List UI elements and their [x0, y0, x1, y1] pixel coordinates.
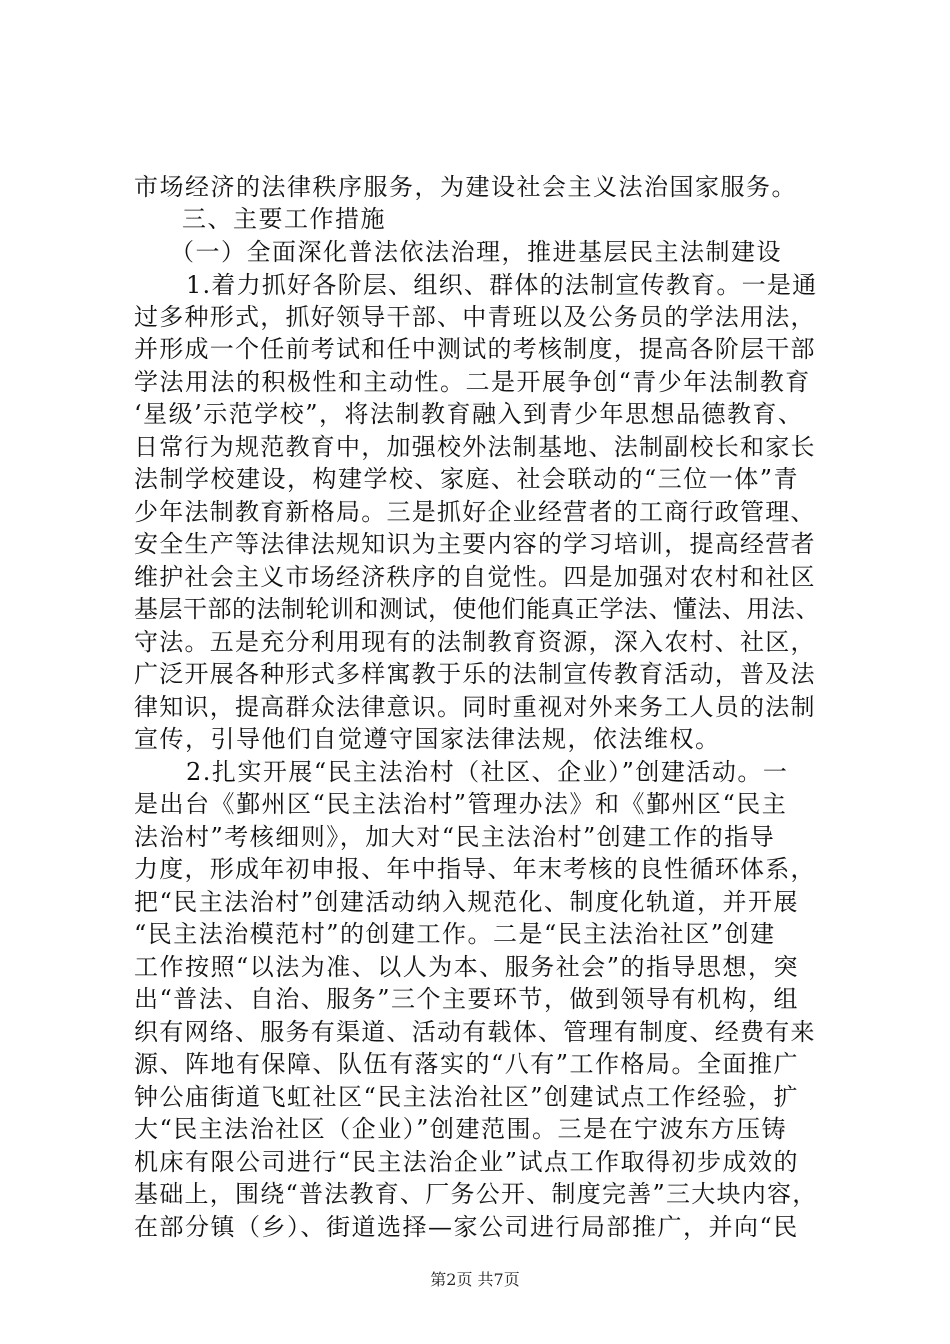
- body-line: 把“民主法治村”创建活动纳入规范化、制度化轨道，并开展: [134, 888, 800, 916]
- body-line: 过多种形式，抓好领导干部、中青班以及公务员的学法用法，: [134, 303, 816, 331]
- body-line: 力度，形成年初申报、年中指导、年末考核的良性循环体系，: [134, 855, 816, 883]
- body-line: 在部分镇（乡）、街道选择—家公司进行局部推广，并向“民: [134, 1213, 799, 1241]
- body-line: 学法用法的积极性和主动性。二是开展争创“青少年法制教育: [134, 368, 811, 396]
- body-line: 维护社会主义市场经济秩序的自觉性。四是加强对农村和社区: [134, 563, 816, 591]
- body-line: 织有网络、服务有渠道、活动有载体、管理有制度、经费有来: [134, 1018, 816, 1046]
- body-line: ‘星级’示范学校”，将法制教育融入到青少年思想品德教育、: [134, 400, 804, 428]
- subsection-heading: （一）全面深化普法依法治理，推进基层民主法制建设: [170, 238, 782, 266]
- body-line: 市场经济的法律秩序服务，为建设社会主义法治国家服务。: [134, 173, 797, 201]
- body-line: “民主法治模范村”的创建工作。二是“民主法治社区”创建: [134, 920, 776, 948]
- section-heading: 三、主要工作措施: [182, 205, 386, 233]
- paragraph-first-line: 1.着力抓好各阶层、组织、群体的法制宣传教育。一是通: [186, 271, 818, 299]
- body-line: 并形成一个任前考试和任中测试的考核制度，提高各阶层干部: [134, 335, 816, 363]
- body-line: 是出台《鄞州区“民主法治村”管理办法》和《鄞州区“民主: [134, 790, 788, 818]
- body-line: 律知识，提高群众法律意识。同时重视对外来务工人员的法制: [134, 693, 816, 721]
- page-number-footer: 第2页 共7页: [430, 1270, 520, 1289]
- body-line: 机床有限公司进行“民主法治企业”试点工作取得初步成效的: [134, 1148, 800, 1176]
- body-line: 少年法制教育新格局。三是抓好企业经营者的工商行政管理、: [134, 498, 816, 526]
- body-line: 宣传，引导他们自觉遵守国家法律法规，依法维权。: [134, 725, 721, 753]
- body-line: 日常行为规范教育中，加强校外法制基地、法制副校长和家长: [134, 433, 816, 461]
- body-line: 基础上，围绕“普法教育、厂务公开、制度完善”三大块内容，: [134, 1180, 818, 1208]
- body-line: 法治村”考核细则》，加大对“民主法治村”创建工作的指导: [134, 823, 776, 851]
- paragraph-first-line: 2.扎实开展“民主法治村（社区、企业）”创建活动。一: [186, 758, 789, 786]
- body-line: 大“民主法治社区（企业）”创建范围。三是在宁波东方压铸: [134, 1115, 788, 1143]
- body-line: 工作按照“以法为准、以人为本、服务社会”的指导思想，突: [134, 953, 800, 981]
- body-line: 出“普法、自治、服务”三个主要环节，做到领导有机构，组: [134, 985, 800, 1013]
- body-line: 基层干部的法制轮训和测试，使他们能真正学法、懂法、用法、: [134, 595, 820, 623]
- body-line: 法制学校建设，构建学校、家庭、社会联动的“三位一体”青: [134, 465, 800, 493]
- body-line: 广泛开展各种形式多样寓教于乐的法制宣传教育活动，普及法: [134, 660, 816, 688]
- body-line: 安全生产等法律法规知识为主要内容的学习培训，提高经营者: [134, 530, 816, 558]
- body-line: 守法。五是充分利用现有的法制教育资源，深入农村、社区，: [134, 628, 816, 656]
- body-line: 源、阵地有保障、队伍有落实的“八有”工作格局。全面推广: [134, 1050, 800, 1078]
- body-line: 钟公庙街道飞虹社区“民主法治社区”创建试点工作经验，扩: [134, 1083, 800, 1111]
